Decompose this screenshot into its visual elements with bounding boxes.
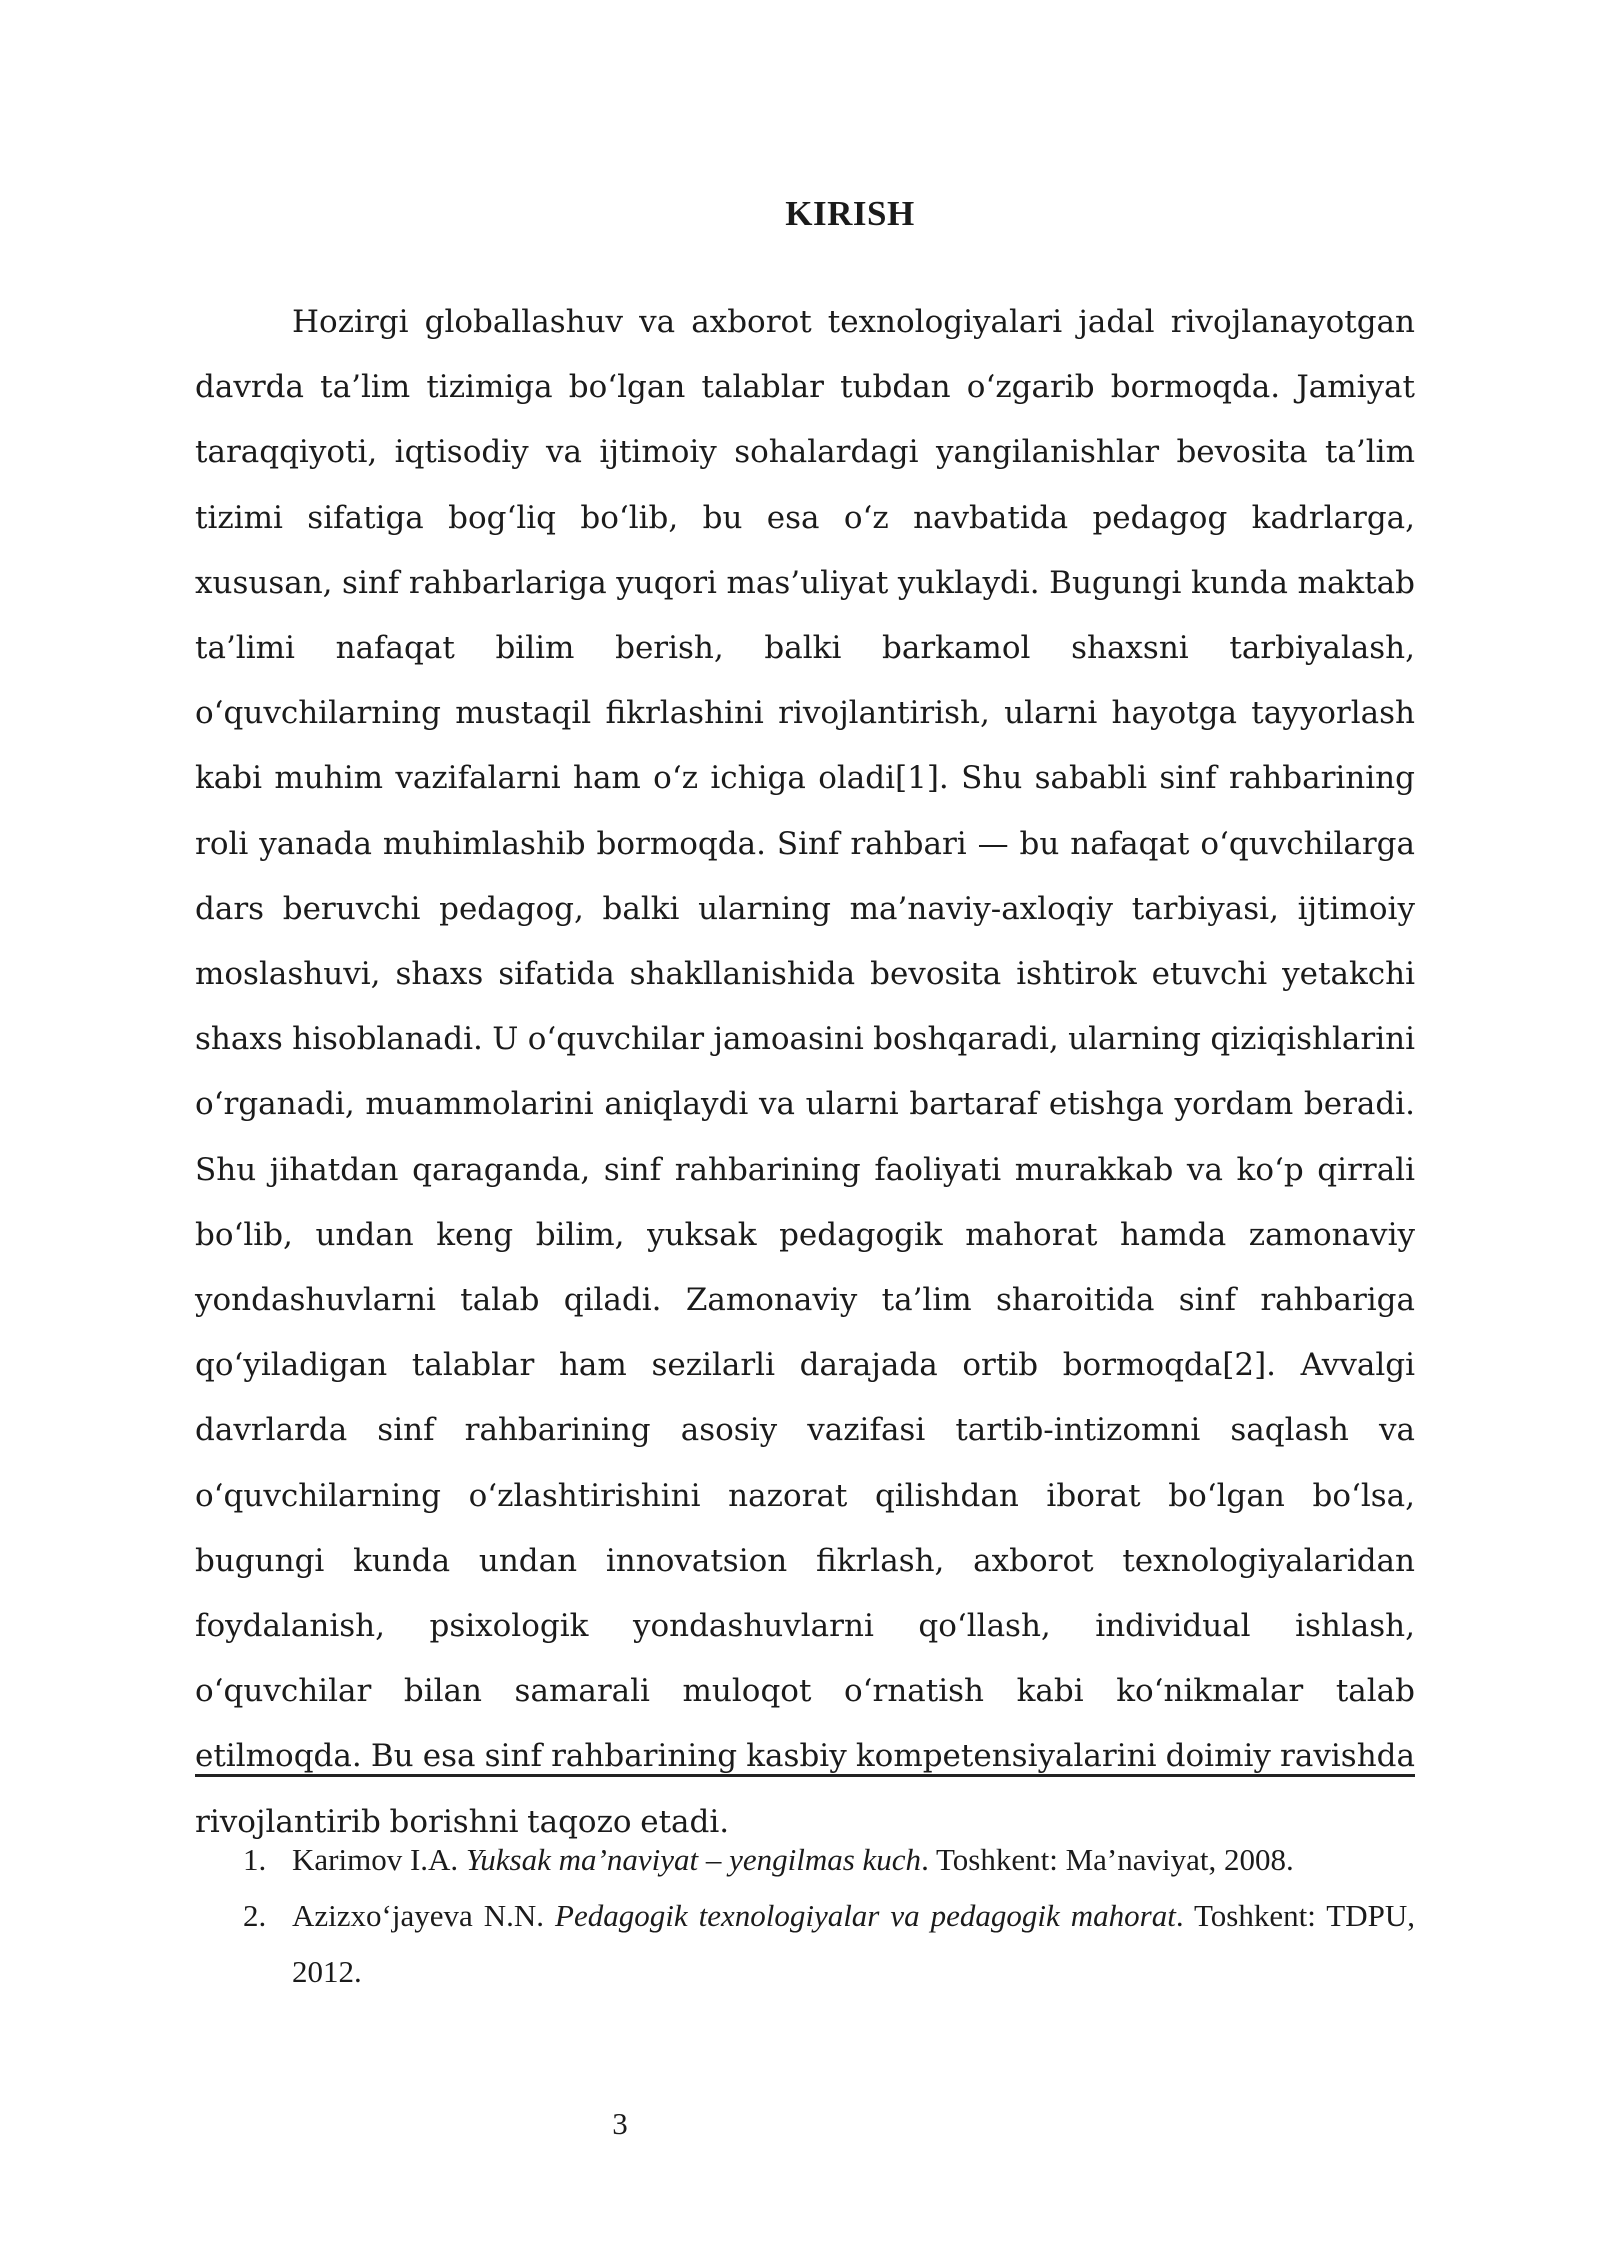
body-paragraph: Hozirgi globallashuv va axborot texnologiyalari jadal rivojlanayotgan davrda ta’lim tizimiga bo‘lgan talablar tubdan o‘zgarib bormoqda. Jamiyat taraqqiyoti, iqtisodiy va ijtimoiy sohalardagi yangilanishlar bevosita ta’lim tizimi sifatiga bog‘liq bo‘lib, bu esa o‘z navbatida pedagog kadrlarga, xususan, sinf rahbarlariga yuqori mas’uliyat yuklaydi. Bugungi kunda maktab ta’limi nafaqat bilim berish, balki barkamol shaxsni tarbiyalash, o‘quvchilarning mustaqil fikrlashini rivojlantirish, ularni hayotga tayyorlash kabi muhim vazifalarni ham o‘z ichiga oladi[1]. Shu sababli sinf rahbarining roli yanada muhimlashib bormoqda. Sinf rahbari — bu nafaqat o‘quvchilarga dars beruvchi pedagog, balki ularning ma’naviy-axloqiy tarbiyasi, ijtimoiy moslashuvi, shaxs sifatida shakllanishida bevosita ishtirok etuvchi yetakchi shaxs hisoblanadi. U o‘quvchilar jamoasini boshqaradi, ularning qiziqishlarini o‘rganadi, muammolarini aniqlaydi va ularni bartaraf etishga yordam beradi. Shu jihatdan qaraganda, sinf rahbarining faoliyati murakkab va ko‘p qirrali bo‘lib, undan keng bilim, yuksak pedagogik mahorat hamda zamonaviy yondashuvlarni talab qiladi. Zamonaviy ta’lim sharoitida sinf rahbariga qo‘yiladigan talablar ham sezilarli darajada ortib bormoqda[2]. Avvalgi davrlarda sinf rahbarining asosiy vazifasi tartib-intizomni saqlash va o‘quvchilarning o‘zlashtirishini nazorat qilishdan iborat bo‘lgan bo‘lsa, bugungi kunda undan innovatsion fikrlash, axborot texnologiyalaridan foydalanish, psixologik yondashuvlarni qo‘llash, individual ishlash, o‘quvchilar bilan samarali muloqot o‘rnatish kabi ko‘nikmalar talab etilmoqda. Bu esa sinf rahbarining kasbiy kompetensiyalarini doimiy ravishda rivojlantirib borishni taqozo etadi. xyxy=(195,304,1415,1840)
footnote-author: Azizxo‘jayeva N.N. xyxy=(292,1898,556,1933)
section-heading: KIRISH xyxy=(785,194,915,233)
page-number: 3 xyxy=(612,2106,628,2141)
footnote-publisher: . Toshkent: TDPU, 2012. xyxy=(292,1898,1415,1989)
footnote-list xyxy=(195,1832,1415,2000)
footnote-number: 2. xyxy=(243,1898,267,1933)
footnote-title: Pedagogik texnologiyalar va pedagogik mahorat xyxy=(555,1898,1176,1933)
footnote-text xyxy=(292,1832,1415,1888)
footnote-separator xyxy=(195,1774,1415,1777)
footnote-author: Karimov I.A. xyxy=(292,1842,466,1877)
footnote-title: Yuksak ma’naviyat – yengilmas kuch xyxy=(465,1842,922,1877)
footnote-item xyxy=(195,1888,1415,2000)
footnote-number: 1. xyxy=(243,1842,267,1877)
footnote-text xyxy=(292,1888,1415,2000)
footnote-publisher: . Toshkent: Ma’naviyat, 2008. xyxy=(921,1842,1294,1877)
footnote-item xyxy=(195,1832,1415,1888)
